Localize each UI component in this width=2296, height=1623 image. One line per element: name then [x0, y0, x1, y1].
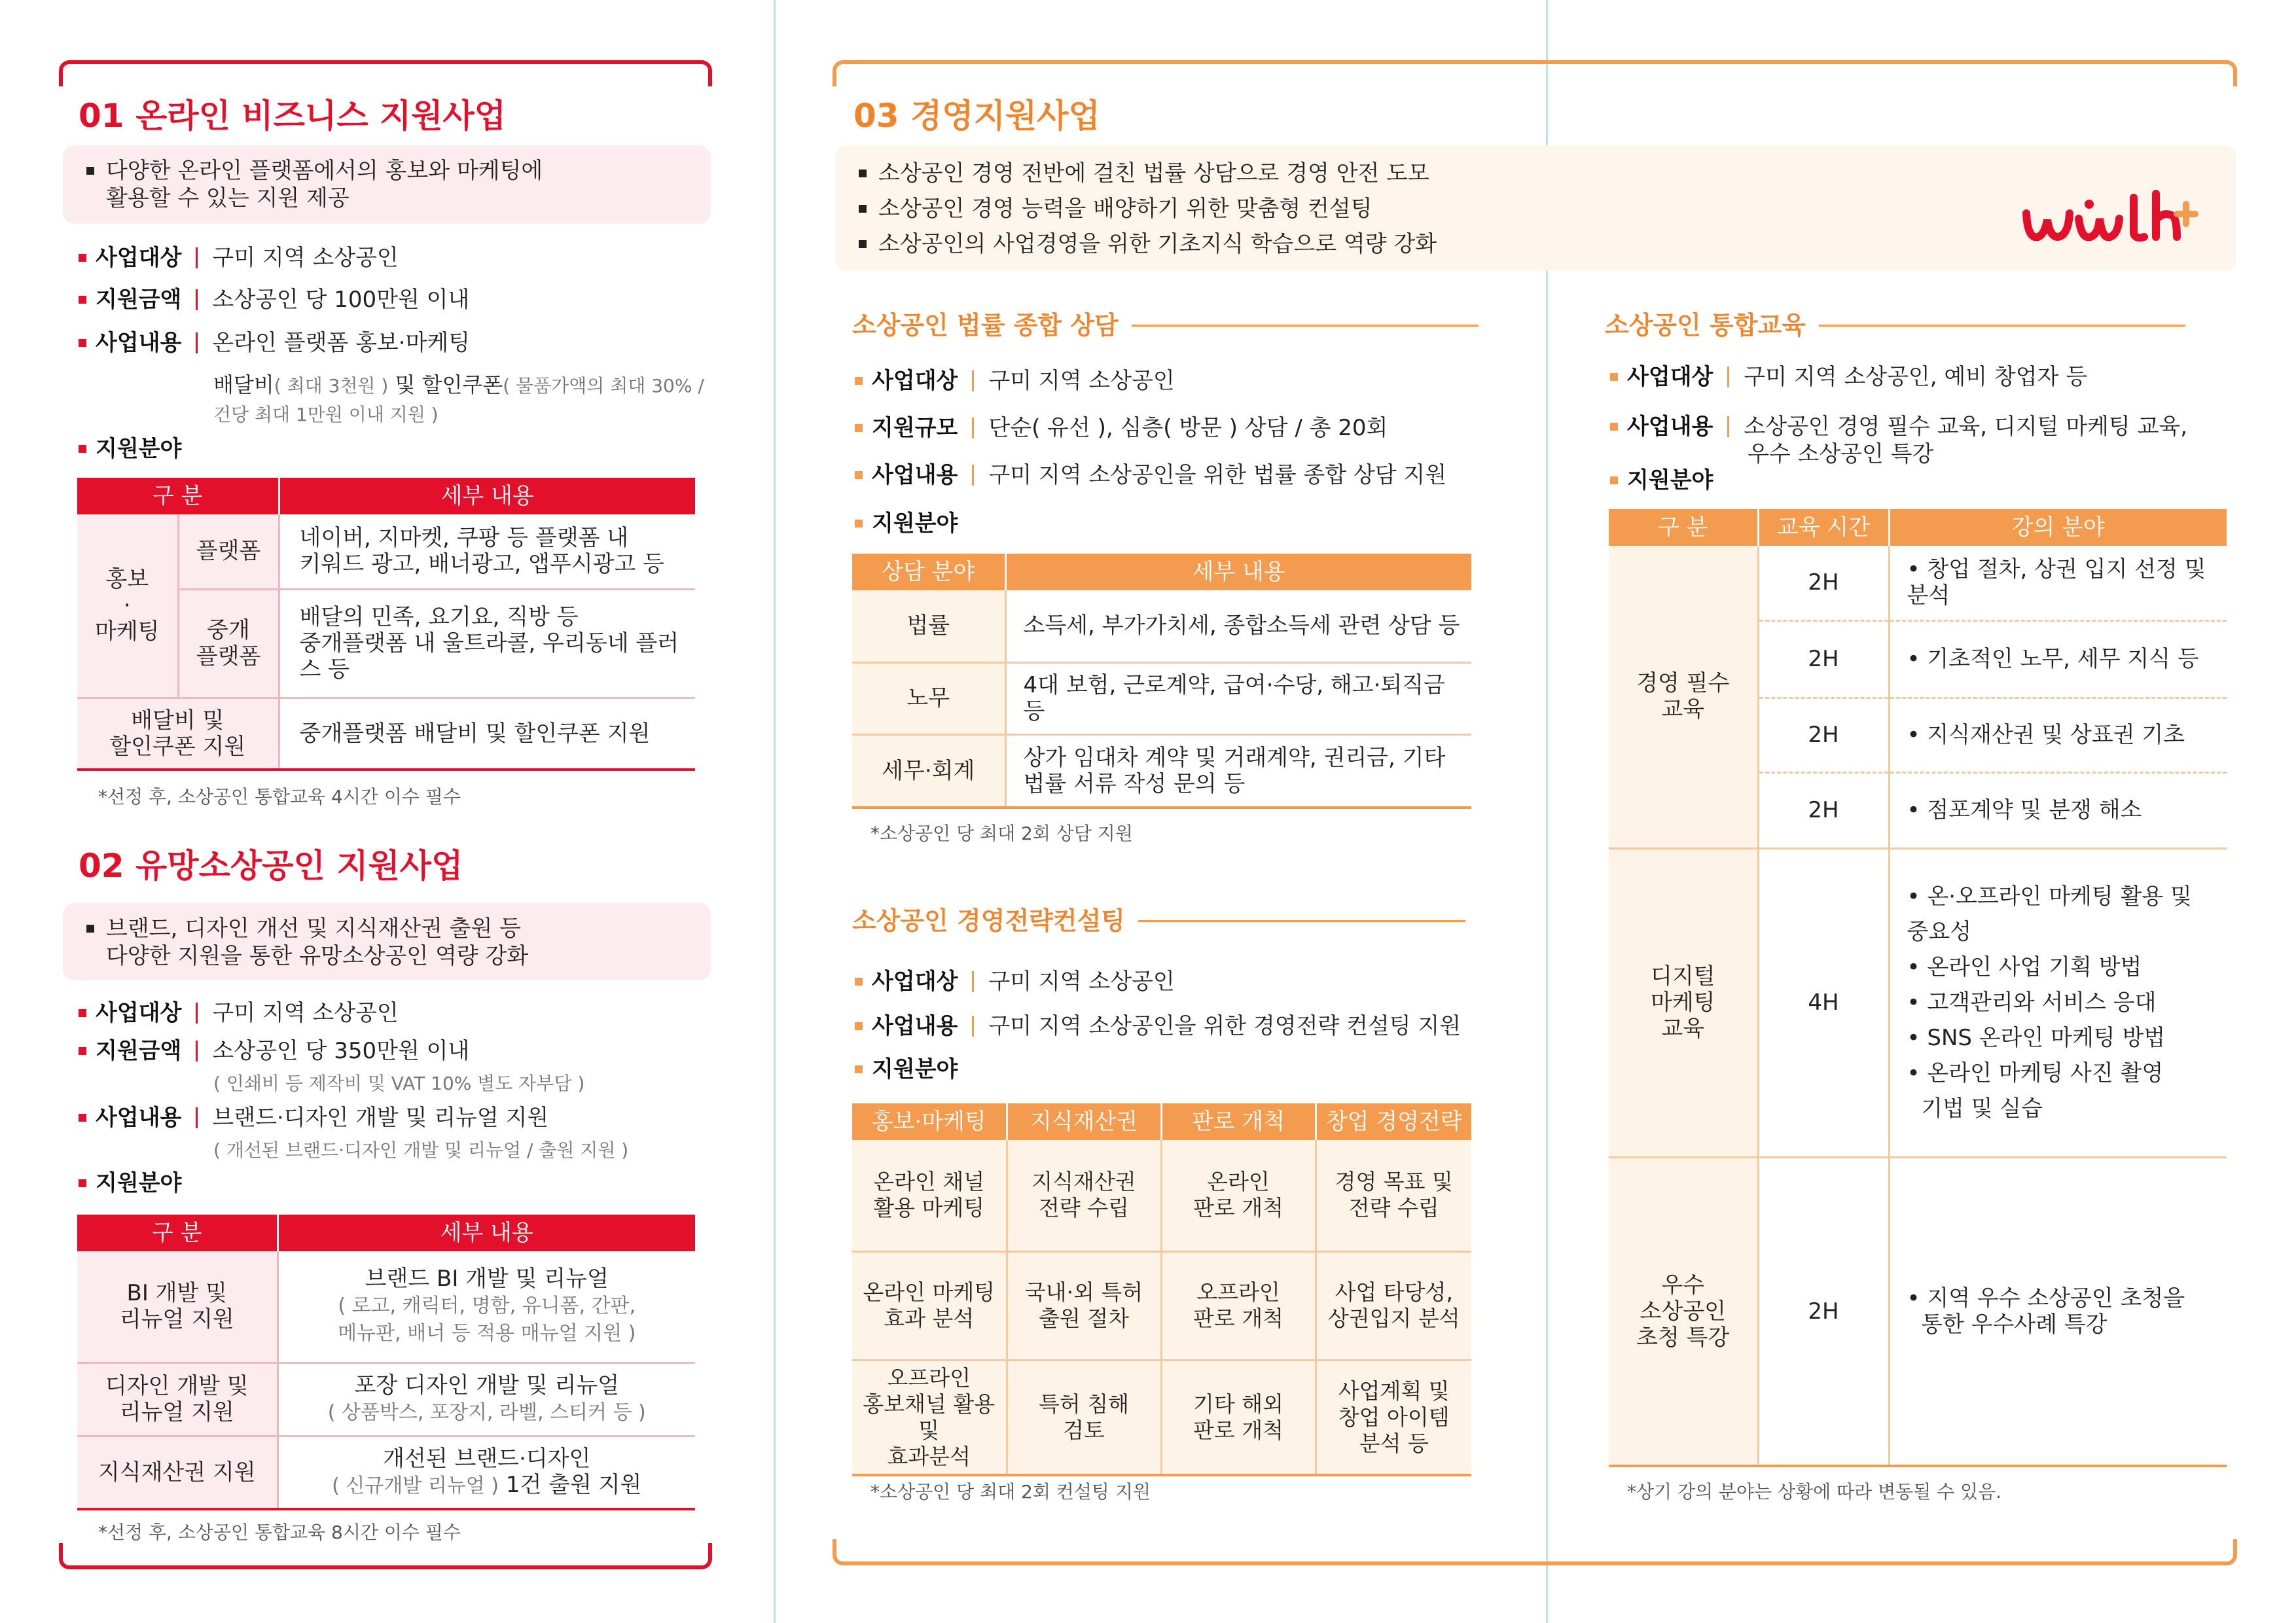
table-cell: 네이버, 지마켓, 쿠팡 등 플랫폼 내 키워드 광고, 배너광고, 앱푸시광고 등 [279, 514, 695, 589]
consult-item-target: 사업대상 구미 지역 소상공인 [855, 967, 1175, 996]
section-01-title: 01 온라인 비즈니스 지원사업 [79, 97, 507, 135]
square-bullet-icon [855, 471, 863, 479]
table-cell: 2H [1758, 698, 1889, 772]
table-cell: 중개플랫폼 배달비 및 할인쿠폰 지원 [279, 698, 695, 770]
square-bullet-icon [855, 424, 863, 432]
legal-item-content: 사업내용 구미 지역 소상공인을 위한 법률 종합 상담 지원 [855, 461, 1446, 490]
table-cell: 경영 필수 교육 [1609, 546, 1758, 848]
table-cell: • 지식재산권 및 상표권 기초 [1889, 698, 2227, 772]
table-cell: 경영 목표 및 전략 수립 [1316, 1140, 1471, 1251]
table-cell: 2H [1758, 546, 1889, 620]
legal-field-table [852, 554, 1471, 809]
table-cell: 2H [1758, 1157, 1889, 1466]
square-bullet-icon [1610, 476, 1618, 484]
square-bullet-icon [855, 377, 863, 385]
table-header: 세부 내용 [1005, 554, 1471, 590]
square-bullet-icon [79, 339, 86, 347]
table-header: 교육 시간 [1758, 509, 1889, 546]
s1-field-label: 지원분야 [79, 435, 181, 463]
bullet-icon [86, 167, 94, 175]
table-header: 구 분 [77, 1215, 278, 1251]
consult-field-label: 지원분야 [855, 1055, 958, 1084]
consult-heading: 소상공인 경영전략컨설팅 [852, 906, 1465, 937]
table-cell: 국내·외 특허 출원 절차 [1007, 1251, 1161, 1360]
section-03-title: 03 경영지원사업 [853, 97, 1100, 135]
intro-text: 소상공인 경영 능력을 배양하기 위한 맞춤형 컨설팅 [878, 196, 1372, 222]
table-cell: 사업계획 및 창업 아이템 분석 등 [1316, 1360, 1471, 1475]
legal-note: *소상공인 당 최대 2회 상담 지원 [870, 823, 1133, 844]
square-bullet-icon [855, 1065, 863, 1073]
s1-note: *선정 후, 소상공인 통합교육 4시간 이수 필수 [98, 786, 461, 808]
table-cell: 기타 해외 판로 개척 [1161, 1360, 1316, 1475]
table-cell: • 창업 절차, 상권 입지 선정 및 분석 [1889, 546, 2227, 620]
s2-content-sub: ( 개선된 브랜드·디자인 개발 및 리뉴얼 / 출원 지원 ) [213, 1139, 629, 1161]
table-header: 세부 내용 [278, 1215, 695, 1251]
table-cell: 우수 소상공인 초청 특강 [1609, 1157, 1758, 1466]
legal-item-scale: 지원규모 단순( 유선 ), 심층( 방문 ) 상담 / 총 20회 [855, 414, 1388, 442]
table-header: 지식재산권 [1007, 1103, 1161, 1140]
table-cell: 노무 [852, 662, 1005, 734]
square-bullet-icon [79, 1114, 86, 1122]
table-cell: 4H [1758, 848, 1889, 1157]
table-cell: 특허 침해 검토 [1007, 1360, 1161, 1475]
s1-content-sub-2: 건당 최대 1만원 이내 지원 ) [213, 404, 439, 425]
intro-text: 다양한 온라인 플랫폼에서의 홍보와 마케팅에 활용할 수 있는 지원 제공 [106, 158, 543, 211]
section-01-intro [63, 145, 711, 224]
table-cell: 사업 타당성, 상권입지 분석 [1316, 1251, 1471, 1360]
s1-field-table [77, 478, 695, 771]
table-cell: 디지털 마케팅 교육 [1609, 848, 1758, 1157]
s2-item-amount: 지원금액 소상공인 당 350만원 이내 [79, 1037, 469, 1065]
edu-note: *상기 강의 분야는 상황에 따라 변동될 수 있음. [1627, 1481, 2002, 1503]
consult-note: *소상공인 당 최대 2회 컨설팅 지원 [870, 1481, 1151, 1503]
consult-field-table [852, 1103, 1471, 1476]
s2-field-table [77, 1215, 695, 1510]
table-cell: 온라인 판로 개척 [1161, 1140, 1316, 1251]
s2-amount-sub: ( 인쇄비 등 제작비 및 VAT 10% 별도 자부담 ) [213, 1073, 585, 1094]
edu-field-label: 지원분야 [1610, 466, 1713, 495]
section-frame-bottom [59, 1543, 712, 1569]
legal-heading: 소상공인 법률 종합 상담 [852, 310, 1479, 342]
square-bullet-icon [79, 445, 86, 453]
square-bullet-icon [79, 1179, 86, 1187]
table-cell: 법률 [852, 590, 1005, 662]
table-header: 창업 경영전략 [1316, 1103, 1471, 1140]
table-cell: • 온·오프라인 마케팅 활용 및 중요성 • 온라인 사업 기획 방법 • 고객관리와 서비스 응대 • SNS 온라인 마케팅 방법 • 온라인 마케팅 사진 촬영 기법 및 실습 [1889, 848, 2227, 1157]
table-cell: • 기초적인 노무, 세무 지식 등 [1889, 620, 2227, 698]
legal-item-target: 사업대상 구미 지역 소상공인 [855, 366, 1175, 395]
s2-item-content: 사업내용 브랜드·디자인 개발 및 리뉴얼 지원 [79, 1103, 548, 1132]
table-cell: 중개 플랫폼 [178, 589, 279, 698]
intro-text: 브랜드, 디자인 개선 및 지식재산권 출원 등 다양한 지원을 통한 유망소상공인 역량 강화 [106, 916, 529, 969]
table-cell: 배달의 민족, 요기요, 직방 등 중개플랫폼 내 울트라콜, 우리동네 플러스 등 [279, 589, 695, 698]
square-bullet-icon [855, 1022, 863, 1030]
table-cell: 2H [1758, 772, 1889, 848]
square-bullet-icon [79, 254, 86, 262]
table-cell: 온라인 채널 활용 마케팅 [852, 1140, 1007, 1251]
section-02-intro [63, 903, 711, 980]
table-cell: 브랜드 BI 개발 및 리뉴얼 ( 로고, 캐릭터, 명함, 유니폼, 간판, 메뉴판, 배너 등 적용 매뉴얼 지원 ) [278, 1251, 695, 1363]
section-frame-top [59, 60, 712, 86]
square-bullet-icon [855, 520, 863, 527]
table-cell: 배달비 및 할인쿠폰 지원 [77, 698, 279, 770]
table-cell: 플랫폼 [178, 514, 279, 589]
s1-item-amount: 지원금액 소상공인 당 100만원 이내 [79, 285, 469, 314]
table-header: 구 분 [1609, 509, 1758, 546]
edu-content-line2: 우수 소상공인 특강 [1748, 441, 1934, 467]
section-frame-bottom [833, 1539, 2237, 1565]
square-bullet-icon [1610, 373, 1618, 381]
table-cell: • 점포계약 및 분쟁 해소 [1889, 772, 2227, 848]
consult-item-content: 사업내용 구미 지역 소상공인을 위한 경영전략 컨설팅 지원 [855, 1012, 1461, 1041]
table-cell: 지식재산권 전략 수립 [1007, 1140, 1161, 1251]
table-cell: 4대 보험, 근로계약, 급여·수당, 해고·퇴직금 등 [1005, 662, 1471, 734]
square-bullet-icon [79, 1009, 86, 1017]
table-header: 홍보·마케팅 [852, 1103, 1007, 1140]
s1-item-target: 사업대상 구미 지역 소상공인 [79, 243, 399, 272]
table-header: 강의 분야 [1889, 509, 2227, 546]
section-frame-top [833, 60, 2237, 86]
table-cell: 상가 임대차 계약 및 거래계약, 권리금, 기타 법률 서류 작성 문의 등 [1005, 734, 1471, 808]
bullet-icon [859, 205, 867, 213]
table-cell: 온라인 마케팅 효과 분석 [852, 1251, 1007, 1360]
intro-text: 소상공인의 사업경영을 위한 기초지식 학습으로 역량 강화 [878, 231, 1437, 257]
s1-item-content: 사업내용 온라인 플랫폼 홍보·마케팅 [79, 329, 470, 357]
table-cell: 지식재산권 지원 [77, 1436, 278, 1509]
table-cell: 오프라인 홍보채널 활용 및 효과분석 [852, 1360, 1007, 1475]
table-cell: 개선된 브랜드·디자인 ( 신규개발 리뉴얼 ) 1건 출원 지원 [278, 1436, 695, 1509]
intro-text: 소상공인 경영 전반에 걸친 법률 상담으로 경영 안전 도모 [878, 160, 1429, 187]
fold-line-left [774, 0, 776, 1623]
table-cell: 포장 디자인 개발 및 리뉴얼 ( 상품박스, 포장지, 라벨, 스티커 등 ) [278, 1363, 695, 1436]
section-02-title: 02 유망소상공인 지원사업 [79, 847, 463, 885]
square-bullet-icon [855, 978, 863, 986]
table-header: 세부 내용 [279, 478, 695, 514]
edu-heading: 소상공인 통합교육 [1605, 310, 2185, 342]
logo-graphic [2018, 187, 2202, 250]
bullet-icon [859, 240, 867, 248]
table-cell: 디자인 개발 및 리뉴얼 지원 [77, 1363, 278, 1436]
table-cell: 소득세, 부가가치세, 종합소득세 관련 상담 등 [1005, 590, 1471, 662]
square-bullet-icon [1610, 423, 1618, 431]
s2-field-label: 지원분야 [79, 1169, 181, 1198]
edu-item-target: 사업대상 구미 지역 소상공인, 예비 창업자 등 [1610, 363, 2087, 391]
table-cell: 오프라인 판로 개척 [1161, 1251, 1316, 1360]
legal-field-label: 지원분야 [855, 509, 958, 538]
s1-content-sub-1: 배달비( 최대 3천원 ) 및 할인쿠폰( 물품가액의 최대 30% / [213, 372, 704, 397]
s2-item-target: 사업대상 구미 지역 소상공인 [79, 999, 399, 1027]
edu-field-table [1609, 509, 2227, 1467]
table-cell: BI 개발 및 리뉴얼 지원 [77, 1251, 278, 1363]
edu-item-content: 사업내용 소상공인 경영 필수 교육, 디지털 마케팅 교육, [1610, 412, 2187, 441]
table-cell: 2H [1758, 620, 1889, 698]
table-cell: 세무·회계 [852, 734, 1005, 808]
s2-note: *선정 후, 소상공인 통합교육 8시간 이수 필수 [98, 1522, 461, 1543]
table-header: 판로 개척 [1161, 1103, 1316, 1140]
table-cell: • 지역 우수 소상공인 초청을 통한 우수사례 특강 [1889, 1157, 2227, 1466]
square-bullet-icon [79, 1047, 86, 1055]
bullet-icon [859, 169, 867, 177]
table-header: 상담 분야 [852, 554, 1005, 590]
bullet-icon [86, 925, 94, 933]
with-plus-logo [2018, 187, 2202, 250]
square-bullet-icon [79, 296, 86, 304]
table-header: 구 분 [77, 478, 279, 514]
table-cell: 홍보 · 마케팅 [77, 514, 178, 698]
